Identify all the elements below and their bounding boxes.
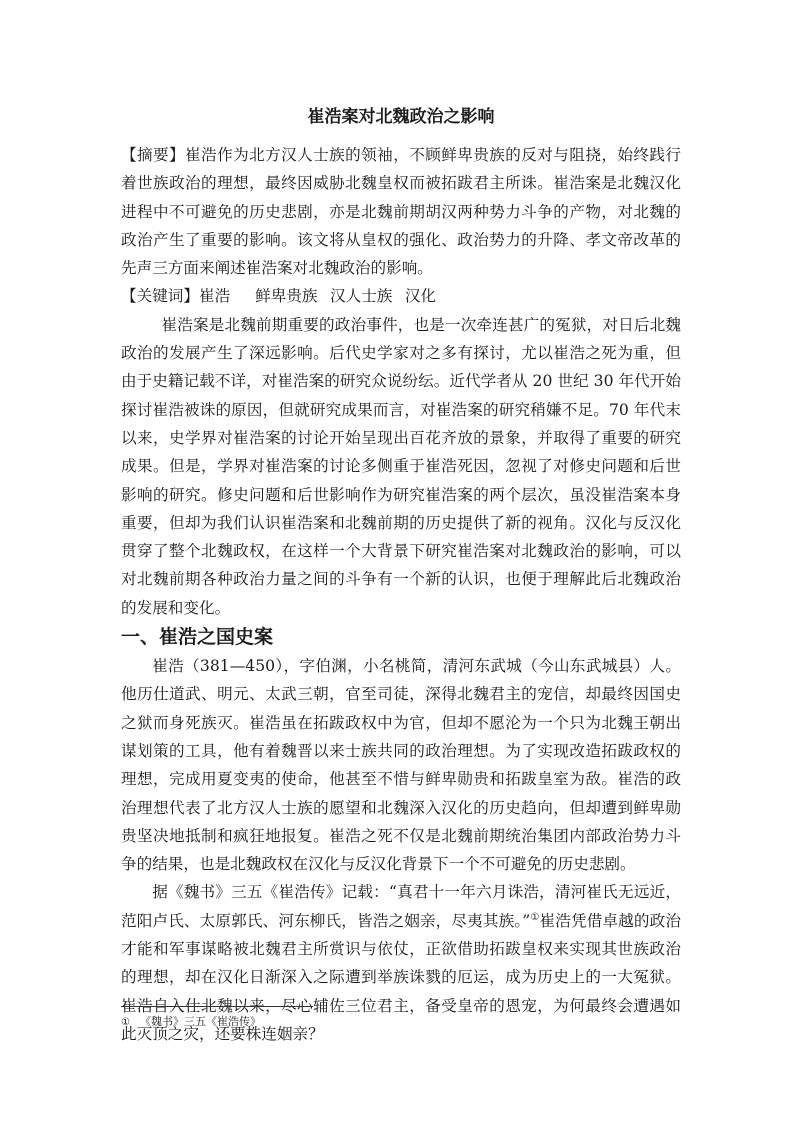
footnote-text: 《魏书》三五《崔浩传》 — [139, 1015, 261, 1028]
footnote — [121, 1014, 261, 1031]
keyword-item: 鲜卑贵族 — [255, 287, 318, 306]
footnote-divider — [121, 1006, 313, 1007]
section-heading: 一、崔浩之国史案 — [121, 626, 274, 649]
document-body — [121, 103, 681, 1048]
keywords — [121, 282, 681, 310]
keywords-label: 【关键词】 — [121, 287, 199, 306]
section-paragraph: 崔浩（381—450），字伯渊，小名桃简，清河东武城（今山东武城县）人。他历仕道武、明元、太武三朝，官至司徒，深得北魏君主的宠信，却最终因国史之狱而身死族灭。崔浩虽在拓跋政权中为官，但却不愿沦为一个只为北魏王朝出谋划策的工具，他有着魏晋以来士族共同的政治理想。为了实现改造拓跋政权的理想，完成用夏变夷的使命，他甚至不惜与鲜卑勋贵和拓跋皇室为敌。崔浩的政治理想代表了北方汉人士族的愿望和北魏深入汉化的历史趋向，但却遭到鲜卑勋贵坚决地抵制和疯狂地报复。崔浩之死不仅是北魏前期统治集团内部政治势力斗争的结果，也是北魏政权在汉化与反汉化背景下一个不可避免的历史悲剧。 — [121, 657, 681, 874]
abstract — [121, 141, 681, 282]
footnote-reference[interactable]: ① — [530, 911, 540, 923]
footnote-mark: ① — [121, 1017, 130, 1028]
abstract-label: 【摘要】 — [121, 146, 186, 164]
intro-paragraph: 崔浩案是北魏前期重要的政治事件，也是一次牵连甚广的冤狱，对日后北魏政治的发展产生了深远影响。后代史学家对之多有探讨，尤以崔浩之死为重，但由于史籍记载不详，对崔浩案的研究众说纷纭。近代学者从 20 世纪 30 年代开始探讨崔浩被诛的原因，但就研究成果而言，对崔浩案的研究稍嫌不足。70 年代末以来，史学界对崔浩案的讨论开始呈现出百花齐放的景象，并取得了重要的研究成果。但是，学界对崔浩案的讨论多侧重于崔浩死因，忽视了对修史问题和后世影响的研究。修史问题和后世影响作为研究崔浩案的两个层次，虽没崔浩案本身重要，但却为我们认识崔浩案和北魏前期的历史提供了新的视角。汉化与反汉化贯穿了整个北魏政权，在这样一个大背景下研究崔浩案对北魏政治的影响，可以对北魏前期各种政治力量之间的斗争有一个新的认识，也便于理解此后北魏政治的发展和变化。 — [121, 315, 681, 617]
abstract-text: 崔浩作为北方汉人士族的领袖，不顾鲜卑贵族的反对与阻挠，始终践行着世族政治的理想，最终因威胁北魏皇权而被拓跋君主所诛。崔浩案是北魏汉化进程中不可避免的历史悲剧，亦是北魏前期胡汉两种势力斗争的产物，对北魏的政治产生了重要的影响。该文将从皇权的强化、政治势力的升降、孝文帝改革的先声三方面来阐述崔浩案对北魏政治的影响。 — [121, 146, 681, 278]
quote-text: 据《魏书》三五《崔浩传》记载：“真君十一年六月诛浩，清河崔氏无远近，范阳卢氏、太原郭氏、河东柳氏，皆浩之姻亲，尽夷其族。” — [121, 883, 681, 930]
keyword-item: 汉人士族 — [330, 287, 393, 306]
keyword-item: 汉化 — [404, 287, 437, 306]
paragraph-text: 崔浩凭借卓越的政治才能和军事谋略被北魏君主所赏识与依仗，正欲借助拓跋皇权来实现其世族政治的理想，却在汉化日渐深入之际遭到举族诛戮的厄运，成为历史上的一大冤狱。崔浩自入仕北魏以来，尽心辅佐三位君主，备受皇帝的恩宠，为何最终会遭遇如此灭顶之灾，还要株连姻亲？ — [121, 911, 681, 1043]
keyword-item: 崔浩 — [198, 287, 231, 306]
paper-title: 崔浩案对北魏政治之影响 — [307, 107, 495, 127]
